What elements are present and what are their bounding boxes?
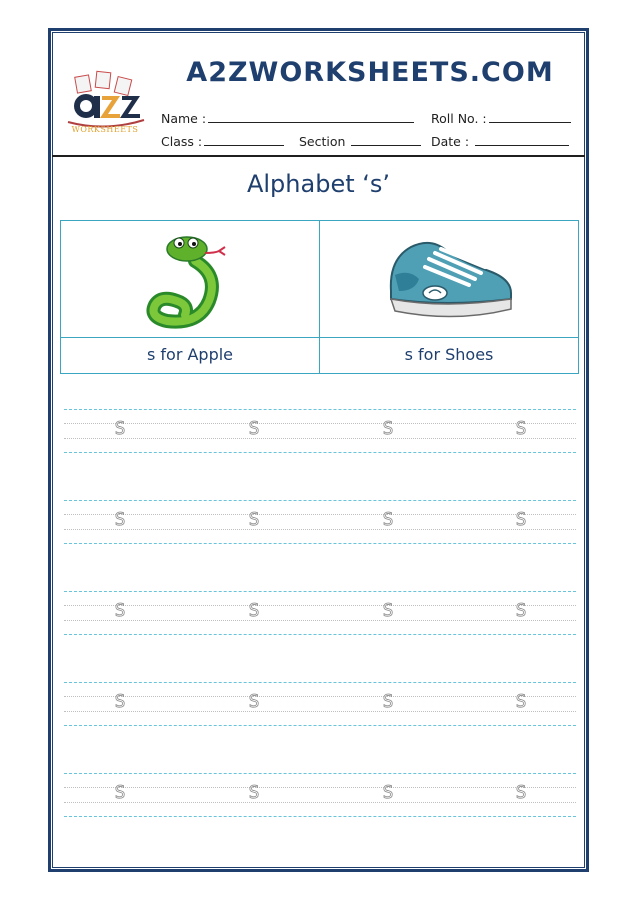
guide-line-bottom [64,543,576,544]
trace-letter[interactable]: S [114,509,126,530]
guide-line-base [64,438,576,439]
guide-line-base [64,711,576,712]
guide-line-top [64,500,576,501]
section-blank[interactable] [351,133,421,146]
roll-label: Roll No. : [431,111,487,126]
guide-line-bottom [64,452,576,453]
trace-letter[interactable]: S [248,782,260,803]
header-separator [52,155,585,157]
trace-letter[interactable]: S [382,600,394,621]
class-blank[interactable] [204,133,284,146]
roll-field[interactable] [431,110,571,126]
caption-shoes: s for Shoes [404,345,494,364]
guide-line-mid [64,696,576,697]
trace-letter[interactable]: S [114,691,126,712]
trace-letter[interactable]: S [382,691,394,712]
guide-line-top [64,773,576,774]
snake-icon [145,231,231,329]
site-title: A2ZWORKSHEETS.COM [186,57,554,88]
picture-table [60,220,579,374]
trace-letter[interactable]: S [515,600,527,621]
trace-letter[interactable]: S [114,600,126,621]
guide-line-bottom [64,634,576,635]
guide-line-top [64,409,576,410]
guide-line-mid [64,423,576,424]
guide-line-base [64,529,576,530]
trace-letter[interactable]: S [248,600,260,621]
name-blank[interactable] [208,110,414,123]
trace-letter[interactable]: S [114,782,126,803]
class-label: Class : [161,134,203,149]
logo-caption: WORKSHEETS [71,125,139,134]
trace-letter[interactable]: S [382,418,394,439]
trace-letter[interactable]: S [382,509,394,530]
section-field[interactable] [299,133,421,149]
page-inner-border [52,32,585,868]
trace-letter[interactable]: S [515,418,527,439]
section-label: Section [299,134,346,149]
caption-apple: s for Apple [146,345,234,364]
guide-line-base [64,802,576,803]
guide-line-base [64,620,576,621]
trace-letter[interactable]: S [248,418,260,439]
guide-line-top [64,591,576,592]
trace-letter[interactable]: S [515,782,527,803]
date-field[interactable] [431,133,569,149]
name-label: Name : [161,111,207,126]
page-title: Alphabet ‘s’ [246,170,391,198]
trace-letter[interactable]: S [248,509,260,530]
guide-line-mid [64,787,576,788]
guide-line-mid [64,605,576,606]
trace-letter[interactable]: S [515,509,527,530]
name-field[interactable] [161,110,414,126]
shoe-icon [385,229,515,323]
trace-letter[interactable]: S [515,691,527,712]
class-field[interactable] [161,133,284,149]
trace-letter[interactable]: S [382,782,394,803]
guide-line-bottom [64,725,576,726]
trace-letter[interactable]: S [248,691,260,712]
guide-line-mid [64,514,576,515]
trace-letter[interactable]: S [114,418,126,439]
guide-line-bottom [64,816,576,817]
roll-blank[interactable] [489,110,571,123]
table-row-divider [61,337,578,338]
date-label: Date : [431,134,470,149]
guide-line-top [64,682,576,683]
date-blank[interactable] [475,133,569,146]
